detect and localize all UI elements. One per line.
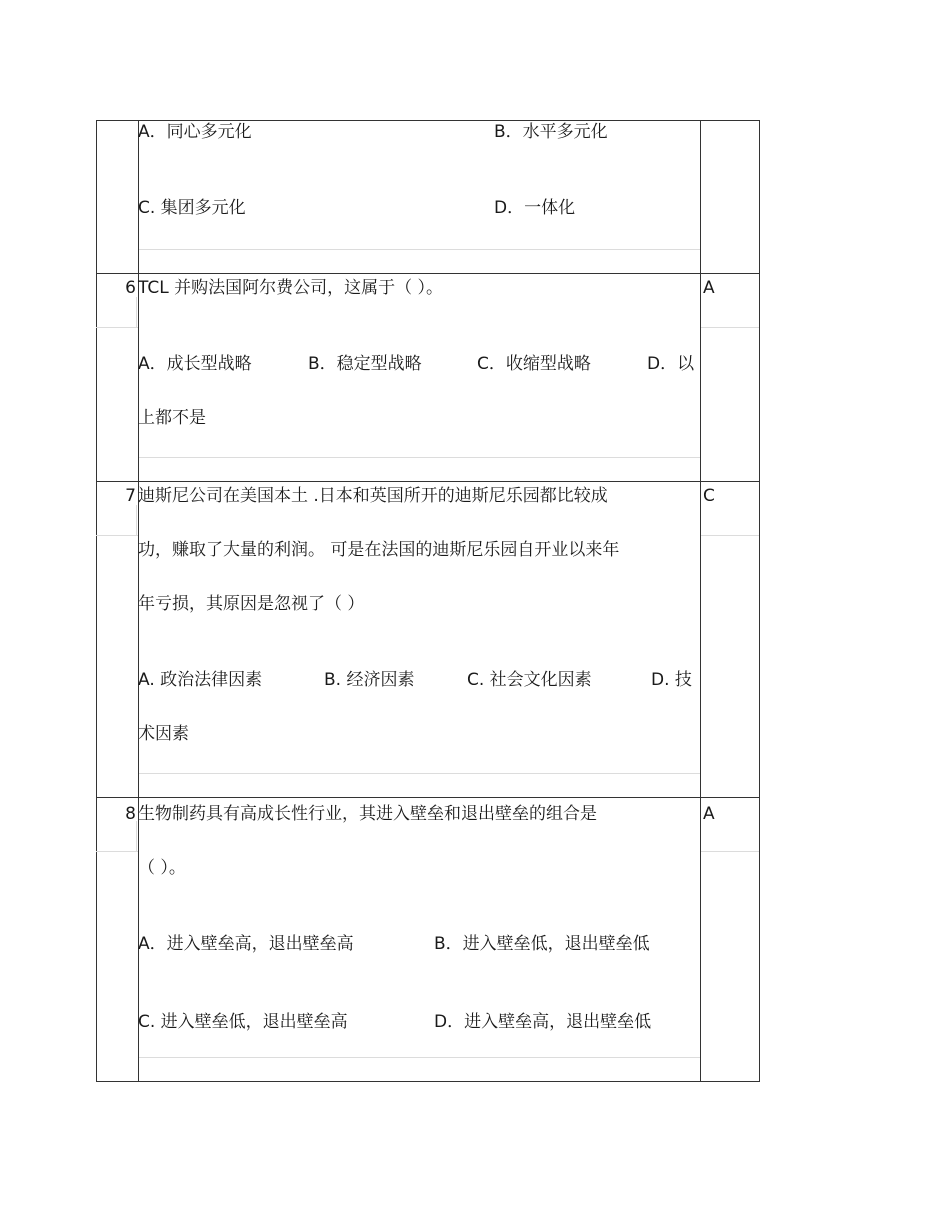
table-border-bottom [96, 1081, 760, 1082]
column-divider-answer [700, 120, 701, 1082]
cell-inner-line [701, 851, 759, 852]
cell-inner-line [139, 249, 700, 250]
cell-inner-line [139, 457, 700, 458]
option-text: C. 社会文化因素 [467, 670, 592, 690]
option-text: A．同心多元化 [138, 122, 252, 142]
answer-cell: A [703, 278, 715, 298]
question-table [96, 120, 760, 1082]
option-text: D．以 [647, 354, 695, 374]
table-border-right [759, 120, 760, 1082]
cell-inner-line [139, 773, 700, 774]
cell-inner-line [136, 297, 137, 327]
option-text: C. 进入壁垒低，退出壁垒高 [138, 1012, 348, 1032]
option-text: B．进入壁垒低，退出壁垒低 [434, 934, 650, 954]
option-text: C．收缩型战略 [477, 354, 591, 374]
option-text: B．水平多元化 [494, 122, 608, 142]
table-border-left [96, 120, 97, 1082]
question-text: 功，赚取了大量的利润。 可是在法国的迪斯尼乐园自开业以来年 [138, 540, 620, 560]
question-number: 7 [125, 486, 136, 506]
cell-inner-line [701, 535, 759, 536]
option-text: C. 集团多元化 [138, 198, 246, 218]
cell-inner-line [136, 505, 137, 535]
option-text: B．稳定型战略 [308, 354, 422, 374]
cell-inner-line [96, 327, 138, 328]
row-divider [96, 273, 760, 274]
cell-inner-line [136, 821, 137, 851]
cell-inner-line [139, 1057, 700, 1058]
question-text: 迪斯尼公司在美国本土 .日本和英国所开的迪斯尼乐园都比较成 [138, 486, 608, 506]
option-text: 上都不是 [138, 408, 206, 428]
option-text: A．成长型战略 [138, 354, 252, 374]
row-divider [96, 481, 760, 482]
option-text: 术因素 [138, 724, 189, 744]
option-text: D．进入壁垒高，退出壁垒低 [434, 1012, 652, 1032]
cell-inner-line [701, 327, 759, 328]
option-text: D. 技 [651, 670, 692, 690]
answer-cell: A [703, 804, 715, 824]
row-divider [96, 797, 760, 798]
option-text: A．进入壁垒高，退出壁垒高 [138, 934, 354, 954]
option-text: A. 政治法律因素 [138, 670, 263, 690]
question-number: 6 [125, 278, 136, 298]
option-text: D．一体化 [494, 198, 576, 218]
cell-inner-line [96, 535, 138, 536]
cell-inner-line [96, 851, 138, 852]
option-text: B. 经济因素 [324, 670, 415, 690]
question-number: 8 [125, 804, 136, 824]
question-text: 生物制药具有高成长性行业，其进入壁垒和退出壁垒的组合是 [138, 804, 597, 824]
question-text: 年亏损，其原因是忽视了（ ） [138, 594, 365, 614]
answer-cell: C [703, 486, 715, 506]
question-text: TCL 并购法国阿尔费公司，这属于（ ）。 [138, 278, 444, 298]
question-text: （ ）。 [138, 858, 186, 878]
